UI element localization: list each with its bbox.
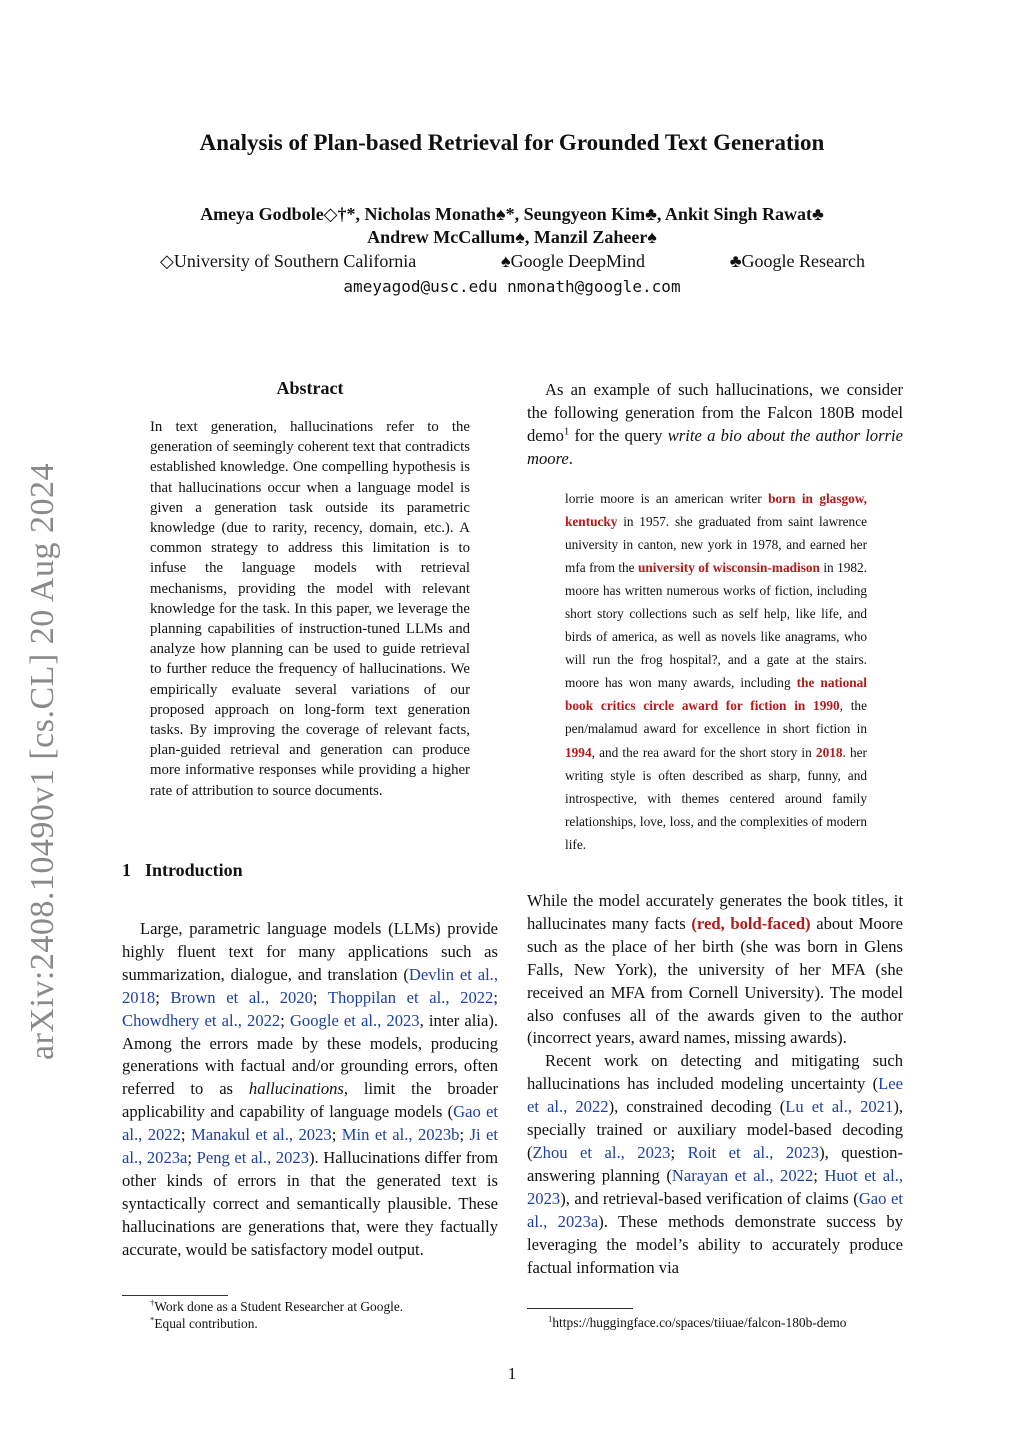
footnotes-left <box>150 1298 490 1332</box>
citation-link[interactable]: Devlin et al., 2018 <box>122 964 498 1007</box>
red-bold-label: (red, bold-faced) <box>691 913 811 933</box>
arxiv-stamp: arXiv:2408.10490v1 [cs.CL] 20 Aug 2024 <box>24 463 61 1060</box>
citation-link[interactable]: Google et al., 2023 <box>289 1010 420 1030</box>
hallucinated-fact: 2018 <box>815 744 843 760</box>
citation-link[interactable]: Gao et al., 2022 <box>122 1102 498 1145</box>
section-title: Introduction <box>145 860 243 880</box>
citation-link[interactable]: Peng et al., 2023 <box>196 1148 309 1168</box>
citation-link[interactable]: Ji et al., 2023a <box>122 1125 499 1168</box>
example-intro-paragraph: As an example of such hallucinations, we consider the following generation from the Falcon 180B model demo$^1$ for the query write a bio about the author lorrie moore. <box>527 380 903 468</box>
right-column-body <box>527 890 903 1279</box>
citation-link[interactable]: Gao et al., 2023a <box>527 1188 903 1231</box>
citation-link[interactable]: Roit et al., 2023 <box>687 1142 820 1162</box>
section-number: 1 <box>122 860 131 880</box>
footnote-work-done: †Work done as a Student Researcher at Google. <box>150 1297 404 1314</box>
citation-link[interactable]: Huot et al., 2023 <box>527 1165 903 1208</box>
related-work-paragraph: Recent work on detecting and mitigating such hallucinations has included modeling uncertainty (Lee et al., 2022), constrained decoding (Lu et al., 2021), specially trained or auxiliary model-based decoding (Zhou et al., 2023; Roit et al., 2023), question-answering planning (Narayan et al., 2022; Huot et al., 2023), and retrieval-based verification of claims (Gao et al., 2023a). These methods demonstrate success by leveraging the model’s ability to accurately produce factual information via <box>527 1051 903 1277</box>
section-heading-introduction <box>122 860 243 881</box>
citation-link[interactable]: Zhou et al., 2023 <box>532 1142 671 1162</box>
footnote-equal-contribution: *Equal contribution. <box>150 1314 258 1331</box>
authors-line-1: Ameya Godbole◇†*, Nicholas Monath♠*, Seungyeon Kim♣, Ankit Singh Rawat♣ <box>200 204 824 224</box>
affiliation-deepmind: ♠Google DeepMind <box>501 251 646 271</box>
falcon-demo-link[interactable]: https://huggingface.co/spaces/tiiuae/falcon-180b-demo <box>552 1315 847 1330</box>
footnote-marker: 1 <box>563 425 570 438</box>
author-emails: ameyagod@usc.edu nmonath@google.com <box>343 277 681 296</box>
intro-paragraph: Large, parametric language models (LLMs) provide highly fluent text for many applications such as summarization, dialogue, and translation (Devlin et al., 2018; Brown et al., 2020; Thoppilan et al., 2022; Chowdhery et al., 2022; Google et al., 2023, inter alia). Among the errors made by these models, producing generations with factual and/or grounding errors, often referred to as hallucinations, limit the broader applicability and capability of language models (Gao et al., 2022; Manakul et al., 2023; Min et al., 2023b; Ji et al., 2023a; Peng et al., 2023). Hallucinations differ from other kinds of errors in that the generated text is syntactically correct and semantically plausible. These hallucinations are generations that, were they factually accurate, would be satisfactory model output. <box>122 919 499 1259</box>
intro-column <box>122 918 498 1262</box>
hallucinated-fact: the national book critics circle award for fiction in 1990 <box>565 675 867 714</box>
affiliation-google-research: ♣Google Research <box>729 251 865 271</box>
citation-link[interactable]: Thoppilan et al., 2022 <box>327 987 494 1007</box>
citation-link[interactable]: Min et al., 2023b <box>341 1125 460 1145</box>
query-text: write a bio about the author lorrie moore <box>527 425 903 468</box>
citation-link[interactable]: Lu et al., 2021 <box>785 1097 894 1117</box>
footnote-falcon-url: $^1$https://huggingface.co/spaces/tiiuae/falcon-180b-demo <box>548 1313 847 1330</box>
abstract-heading: Abstract <box>276 378 344 398</box>
hallucinated-fact: university of wisconsin-madison <box>638 560 820 576</box>
citation-link[interactable]: Chowdhery et al., 2022 <box>122 1010 281 1030</box>
citation-link[interactable]: Manakul et al., 2023 <box>190 1125 332 1145</box>
footnote-rule-left <box>122 1295 228 1296</box>
page-number: 1 <box>507 1364 517 1383</box>
citation-link[interactable]: Lee et al., 2022 <box>527 1074 903 1117</box>
abstract-text: In text generation, hallucinations refer to the generation of seemingly coherent text that contradicts established knowledge. One compelling hypothesis is that hallucinations occur when a language model is given a generation task outside its parametric knowledge (due to rarity, recency, domain, etc.). A common strategy to address this limitation is to infuse the language models with retrieval mechanisms, providing the model with relevant knowledge for the task. In this paper, we leverage the planning capabilities of instruction-tuned LLMs and analyze how planning can be used to guide retrieval to further reduce the frequency of hallucinations. We empirically evaluate several variations of our proposed approach on long-form text generation tasks. By improving the coverage of relevant facts, plan-guided retrieval and generation can produce more informative responses while providing a higher rate of attribution to source documents. <box>150 419 470 799</box>
citation-link[interactable]: Narayan et al., 2022 <box>671 1165 814 1185</box>
footnote-rule-right <box>527 1308 633 1309</box>
paper-title: Analysis of Plan-based Retrieval for Grounded Text Generation <box>199 130 825 155</box>
author-list <box>0 203 1024 249</box>
affiliation-usc: ◇University of Southern California <box>160 251 417 271</box>
citation-link[interactable]: Brown et al., 2020 <box>170 987 313 1007</box>
hallucination-discussion: While the model accurately generates the book titles, it hallucinates many facts (red, bold-faced) about Moore such as the place of her birth (she was born in Glens Falls, New York), the university of her MFA (she received an MFA from Cornell University). The model also confuses all of the awards given to the author (incorrect years, award names, missing awards). <box>527 891 904 1048</box>
hallucinated-fact: 1994 <box>565 744 592 760</box>
affiliations <box>160 251 865 272</box>
authors-line-2: Andrew McCallum♠, Manzil Zaheer♠ <box>367 227 657 247</box>
hallucinated-fact: born in glasgow, kentucky <box>565 491 867 530</box>
falcon-generation-quote: lorrie moore is an american writer born in glasgow, kentucky in 1957. she graduated from saint lawrence university in canton, new york in 1978, and earned her mfa from the university of wisconsin-madison in 1982. moore has written numerous works of fiction, including short story collections such as self help, like life, and birds of america, as well as novels like anagrams, who will run the frog hospital?, and a gate at the stairs. moore has won many awards, including the national book critics circle award for fiction in 1990, the pen/malamud award for excellence in short fiction in 1994, and the rea award for the short story in 2018. her writing style is often described as sharp, funny, and introspective, with themes centered around family relationships, love, loss, and the complexities of modern life. <box>565 491 867 852</box>
